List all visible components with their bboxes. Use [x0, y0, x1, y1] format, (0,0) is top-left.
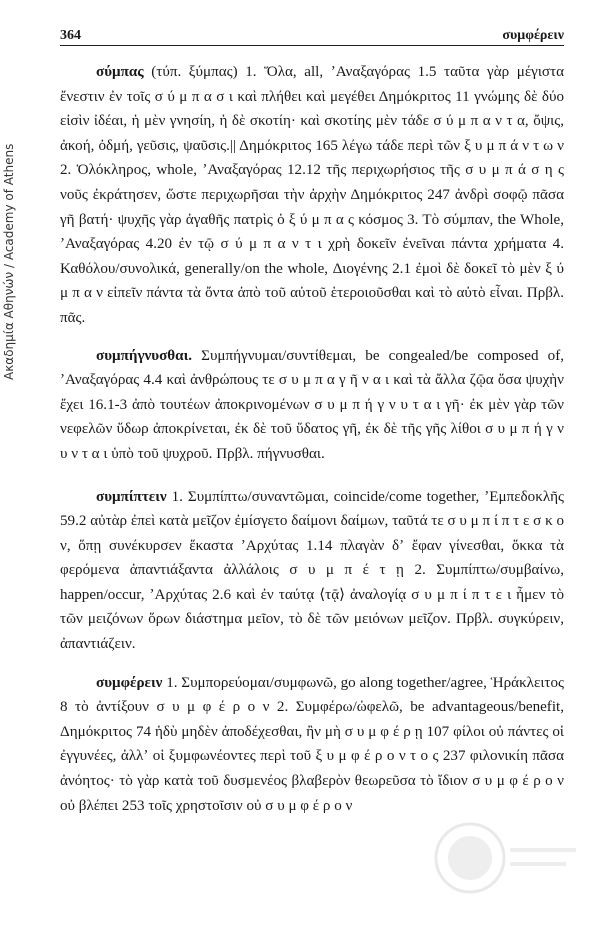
headword: συμφέρειν: [96, 674, 163, 691]
running-head: συμφέρειν: [502, 28, 564, 43]
entry-text: 1. Συμπορεύομαι/συμφωνῶ, go along together/agree, Ἡράκλειτος 8 τὸ ἀντίξουν σ υ μ φ έ ρ ο ν 2. Συμφέρω/ὠφελῶ, be advantageous/benefit, Δημόκριτος 74 ἡδὺ μηδὲν ἀποδέχεσθαι, ἢν μὴ σ υ μ φ έ ρ ῃ 107 φίλοι οὐ πάντες οἱ ἐγγυνέες, ἀλλʼ οἱ ξυμφωνέοντες περὶ τοῦ ξ υ μ φ έ ρ ο ν τ ο ς 237 φιλονικίη πᾶσα ἀνόητος· τὸ γὰρ κατὰ τοῦ δυσμενέος βλαβερὸν θεωρεῦσα τὸ ἴδιον σ υ μ φ έ ρ ο ν οὐ βλέπει 253 τοῖς χρηστοῖσιν οὐ σ υ μ φ έ ρ ο ν: [60, 674, 564, 814]
header-rule: [60, 45, 564, 46]
page-number: 364: [60, 28, 81, 43]
entry-sympherein: [60, 671, 564, 819]
page-header: [60, 22, 564, 44]
entry-text: 1. Συμπίπτω/συναντῶμαι, coincide/come together, ʼΕμπεδοκλῆς 59.2 αὐτὰρ ἐπεὶ κατὰ μεῖζον ἐμίσγετο δαίμονι δαίμων, ταῦτά τε σ υ μ π ί π τ ε σ κ ο ν, ὅπῃ συνέκυρσεν ἕκαστα ʼΑρχύτας 1.14 πλαγὰν δʼ ἔφαν γίνεσθαι, ὅκκα τὰ φερόμενα ἀπαντιάξαντα ἀλλάλοις σ υ μ π έ τ ῃ 2. Συμπίπτω/συμβαίνω, happen/occur, ʼΑρχύτας 2.6 καὶ ἐν ταύτᾳ ⟨τᾷ⟩ ἀναλογίᾳ σ υ μ π ί π τ ε ι ἦμεν τὸ τῶν μειζόνων ὅρων διάστημα μεῖον, τὸ δὲ τῶν μειόνων μεῖζον. Πρβλ. συγκύρειν, ἀπαντιάζειν.: [60, 488, 565, 653]
headword: σύμπας: [96, 64, 144, 80]
entry-text: Συμπήγνυμαι/συντίθεμαι, be congealed/be composed of, ʼΑναξαγόρας 4.4 καὶ ἀνθρώπους τε σ υ μ π α γ ῆ ν α ι καὶ τὰ ἄλλα ζῷα ὅσα ψυχὴν ἔχει 16.1-3 ἀπὸ τουτέων ἀποκρινομένων σ υ μ π ή γ ν υ τ α ι γῆ· ἐκ μὲν γὰρ τῶν νεφελῶν ὕδωρ ἀποκρίνεται, ἐκ δὲ τοῦ ὕδατος γῆ, ἐκ δὲ τῆς γῆς λίθοι σ υ μ π ή γ ν υ ν τ α ι ὑπὸ τοῦ ψυχροῦ. Πρβλ. πήγνυσθαι.: [60, 347, 564, 462]
entry-sympiptein: [60, 485, 564, 657]
academy-seal-watermark: [410, 818, 580, 898]
entry-sympas: [60, 60, 564, 331]
headword: συμπήγνυσθαι.: [96, 347, 193, 364]
side-watermark-label: Ακαδημία Αθηνών / Academy of Athens: [2, 143, 16, 380]
dictionary-body: [60, 60, 564, 832]
entry-text: (τύπ. ξύμπας) 1. Ὅλα, all, ʼΑναξαγόρας 1.5 ταῦτα γὰρ μέγιστα ἔνεστιν ἐν τοῖς σ ύ μ π α σ ι καὶ πλήθει καὶ μεγέθει Δημόκριτος 11 γνώμης δὲ δύο εἰσὶν ἰδέαι, ἡ μὲν γνησίη, ἡ δὲ σκοτίη· καὶ σκοτίης μὲν τάδε σ ύ μ π α ν τ α, ὄψις, ἀκοή, ὀδμή, γεῦσις, ψαῦσις.|| Δημόκριτος 165 λέγω τάδε περὶ τῶν ξ υ μ π ά ν τ ω ν 2. Ὁλόκληρος, whole, ʼΑναξαγόρας 12.12 τῆς περιχωρήσιος τῆς σ υ μ π ά σ η ς νοῦς ἐκράτησεν, ὥστε περιχωρῆσαι τὴν ἀρχὴν Δημόκριτος 247 ἀνδρὶ σοφῷ πᾶσα γῆ βατή· ψυχῆς γὰρ ἀγαθῆς πατρὶς ὁ ξ ύ μ π α ς κόσμος 3. Τὸ σύμπαν, the Whole, ʼΑναξαγόρας 4.20 ἐν τῷ σ ύ μ π α ν τ ι χρὴ δοκεῖν ἐνεῖναι πάντα χρήματα 4. Καθόλου/συνολικά, generally/on the whole, Διογένης 2.1 ἐμοὶ δὲ δοκεῖ τὸ μὲν ξ ύ μ π α ν εἰπεῖν πάντα τὰ ὄντα ἀπὸ τοῦ αὐτοῦ ἑτεροιοῦσθαι καὶ τὸ αὐτὸ εἶναι. Πρβλ. πᾶς.: [60, 64, 564, 326]
headword: συμπίπτειν: [96, 488, 167, 505]
entry-sympegnysthai: [60, 344, 564, 467]
